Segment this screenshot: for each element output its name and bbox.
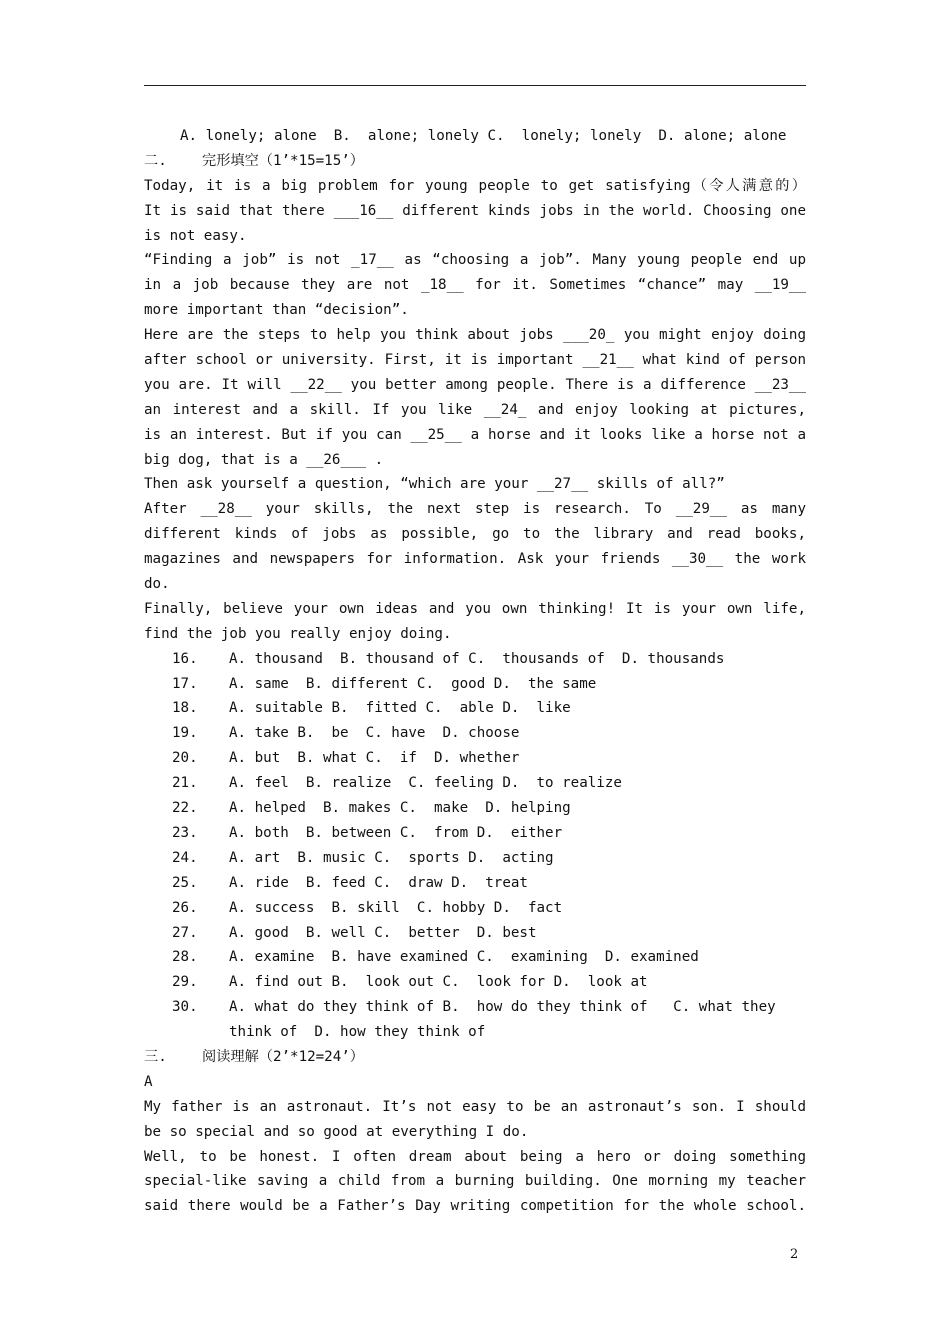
passage-line: is not easy.	[144, 227, 247, 244]
passage-line: After __28__ your skills, the next step is research. To __29__ as many	[144, 501, 806, 518]
passage-line: you are. It will __22__ you better among people. There is a difference __23__	[144, 376, 806, 393]
passage-line: different kinds of jobs as possible, go to the library and read books,	[144, 526, 806, 543]
passage-line: in a job because they are not _18__ for it. Sometimes “chance” may __19__	[144, 277, 806, 294]
passage-line: is an interest. But if you can __25__ a horse and it looks like a horse not a	[144, 426, 806, 443]
question-number: 23.	[172, 824, 198, 841]
passage-line: after school or university. First, it is important __21__ what kind of person	[144, 352, 806, 369]
question-item	[144, 896, 806, 921]
passage-a-line: My father is an astronaut. It’s not easy to be an astronaut’s son. I should	[144, 1098, 806, 1115]
section-3-heading	[144, 1045, 806, 1070]
passage-a-line: said there would be a Father’s Day writing competition for the whole school.	[144, 1198, 806, 1215]
section-2-title: 完形填空（1’*15=15’）	[202, 152, 364, 169]
question-item	[144, 846, 806, 871]
passage-line: big dog, that is a __26___ .	[144, 451, 384, 468]
question-options-continued: think of D. how they think of	[229, 1024, 486, 1041]
question-number: 30.	[172, 999, 198, 1016]
question-item	[144, 871, 806, 896]
passage-line: an interest and a skill. If you like __24_ and enjoy looking at pictures,	[144, 401, 806, 418]
question-number: 24.	[172, 849, 198, 866]
passage-line: Then ask yourself a question, “which are your __27__ skills of all?”	[144, 476, 725, 493]
passage-line: Today, it is a big problem for young people to get satisfying（令人满意的）	[144, 177, 806, 194]
top-options: A. lonely; alone B. alone; lonely C. lonely; lonely D. alone; alone	[180, 128, 787, 144]
passage-line: It is said that there ___16__ different kinds jobs in the world. Choosing one	[144, 202, 806, 219]
question-options: A. feel B. realize C. feeling D. to realize	[229, 775, 622, 792]
question-item	[144, 721, 806, 746]
question-number: 20.	[172, 750, 198, 767]
passage-a-line: be so special and so good at everything I do.	[144, 1123, 529, 1140]
page-number: 2	[790, 1247, 799, 1262]
question-number: 28.	[172, 949, 198, 966]
question-options: A. suitable B. fitted C. able D. like	[229, 700, 571, 717]
passage-a-line: special-like saving a child from a burning building. One morning my teacher	[144, 1173, 806, 1190]
question-list	[144, 647, 806, 1045]
question-item	[144, 696, 806, 721]
passage-line: Here are the steps to help you think about jobs ___20_ you might enjoy doing	[144, 327, 806, 344]
question-number: 22.	[172, 800, 198, 817]
question-item	[144, 821, 806, 846]
question-number: 18.	[172, 700, 198, 717]
passage-a-label: A	[144, 1073, 153, 1090]
question-number: 17.	[172, 675, 198, 692]
question-options: A. art B. music C. sports D. acting	[229, 849, 554, 866]
question-options: A. examine B. have examined C. examining D. examined	[229, 949, 699, 966]
question-item	[144, 746, 806, 771]
question-options: A. find out B. look out C. look for D. look at	[229, 974, 648, 991]
document-body	[144, 124, 806, 1219]
cloze-passage	[144, 174, 806, 647]
passage-line: more important than “decision”.	[144, 302, 409, 319]
question-item	[144, 945, 806, 970]
question-number: 16.	[172, 650, 198, 667]
question-options: A. both B. between C. from D. either	[229, 824, 563, 841]
question-number: 19.	[172, 725, 198, 742]
question-options: A. same B. different C. good D. the same	[229, 675, 597, 692]
question-number: 21.	[172, 775, 198, 792]
question-number: 25.	[172, 874, 198, 891]
question-item	[144, 647, 806, 672]
question-number: 27.	[172, 924, 198, 941]
question-item	[144, 921, 806, 946]
passage-line: “Finding a job” is not _17__ as “choosing a job”. Many young people end up	[144, 252, 806, 269]
reading-passage-a	[144, 1095, 806, 1219]
question-options: A. but B. what C. if D. whether	[229, 750, 520, 767]
question-item	[144, 672, 806, 697]
question-item	[144, 970, 806, 995]
question-options: A. helped B. makes C. make D. helping	[229, 800, 571, 817]
question-options: A. success B. skill C. hobby D. fact	[229, 899, 563, 916]
section-3-title: 阅读理解（2’*12=24’）	[202, 1048, 364, 1065]
question-options: A. thousand B. thousand of C. thousands of D. thousands	[229, 650, 725, 667]
passage-line: Finally, believe your own ideas and you own thinking! It is your own life,	[144, 600, 806, 617]
question-item	[144, 771, 806, 796]
question-options: A. good B. well C. better D. best	[229, 924, 537, 941]
passage-line: magazines and newspapers for information. Ask your friends __30__ the work	[144, 551, 806, 568]
section-2-heading	[144, 149, 806, 174]
question-item	[144, 995, 806, 1020]
section-2-number: 二.	[144, 152, 167, 169]
section-3-number: 三.	[144, 1048, 167, 1065]
passage-a-line: Well, to be honest. I often dream about being a hero or doing something	[144, 1148, 806, 1165]
question-number: 29.	[172, 974, 198, 991]
question-options: A. ride B. feed C. draw D. treat	[229, 874, 528, 891]
question-number: 26.	[172, 899, 198, 916]
question-options: A. take B. be C. have D. choose	[229, 725, 520, 742]
header-rule	[144, 85, 806, 86]
passage-line: find the job you really enjoy doing.	[144, 625, 452, 642]
question-options: A. what do they think of B. how do they think of C. what they	[229, 999, 776, 1016]
passage-line: do.	[144, 576, 170, 593]
question-item	[144, 796, 806, 821]
